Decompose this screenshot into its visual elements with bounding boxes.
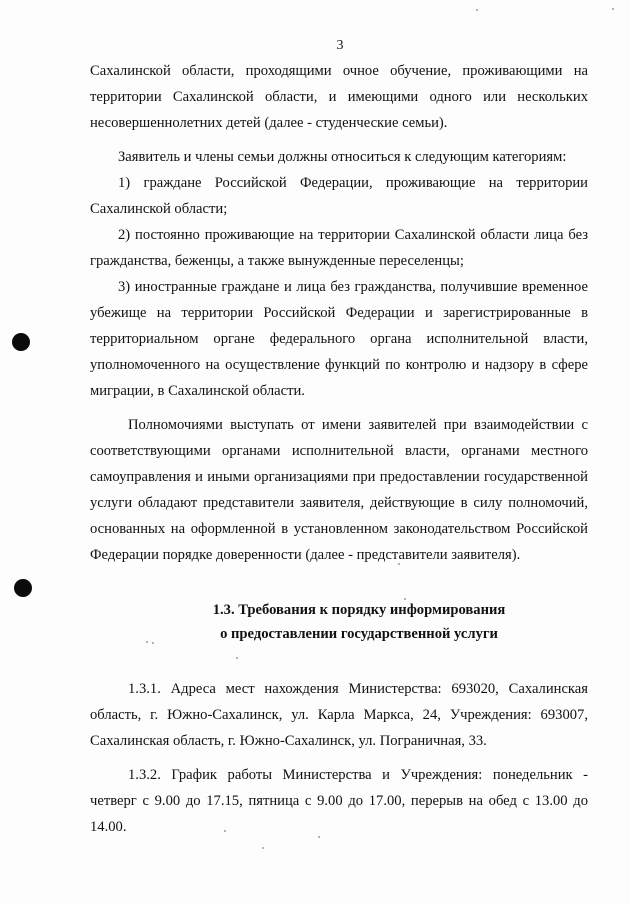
list-item-1: 1) граждане Российской Федерации, проживающие на территории Сахалинской области; (90, 175, 588, 217)
clause-1-3-1: 1.3.1. Адреса мест нахождения Министерства: 693020, Сахалинская область, г. Южно-Сахалинск, ул. Карла Маркса, 24, Учреждения: 693007, Сахалинская область, г. Южно-Сахалинск, ул. Пограничная, 33. (90, 681, 588, 749)
document-body (90, 58, 588, 840)
clause-1-3-2: 1.3.2. График работы Министерства и Учреждения: понедельник - четверг с 9.00 до 17.15, пятница с 9.00 до 17.00, перерыв на обед с 13.00 до 14.00. (90, 767, 588, 835)
paragraph-continuation: Сахалинской области, проходящими очное обучение, проживающими на территории Сахалинской области, и имеющими одного или нескольких несовершеннолетних детей (далее - студенческие семьи). (90, 63, 588, 131)
scan-speck (262, 847, 264, 849)
section-heading-line-1: 1.3. Требования к порядку информирования (212, 602, 506, 618)
list-item-2: 2) постоянно проживающие на территории Сахалинской области лица без гражданства, беженцы, а также вынужденные переселенцы; (90, 227, 588, 269)
scan-speck (612, 8, 614, 10)
paragraph-categories-intro: Заявитель и члены семьи должны относиться к следующим категориям: (118, 149, 567, 165)
scan-speck (476, 9, 478, 11)
punch-hole-bottom (14, 579, 32, 597)
list-item-3: 3) иностранные граждане и лица без гражданства, получившие временное убежище на территории Российской Федерации и зарегистрированные в территориальном органе федерального органа исполнительной власти, уполномоченного на осуществление функций по контролю и надзору в сфере миграции, в Сахалинской области. (90, 279, 588, 399)
page-number: 3 (336, 38, 344, 53)
paragraph-representatives: Полномочиями выступать от имени заявителей при взаимодействии с соответствующими органами исполнительной власти, органами местного самоуправления и иными организациями при предоставлении государственной услуги обладают представители заявителя, действующие в силу полномочий, основанных на оформленной в установленном законодательством Российской Федерации порядке доверенности (далее - представители заявителя). (90, 417, 588, 563)
section-heading-line-2: о предоставлении государственной услуги (220, 626, 498, 642)
punch-hole-top (12, 333, 30, 351)
